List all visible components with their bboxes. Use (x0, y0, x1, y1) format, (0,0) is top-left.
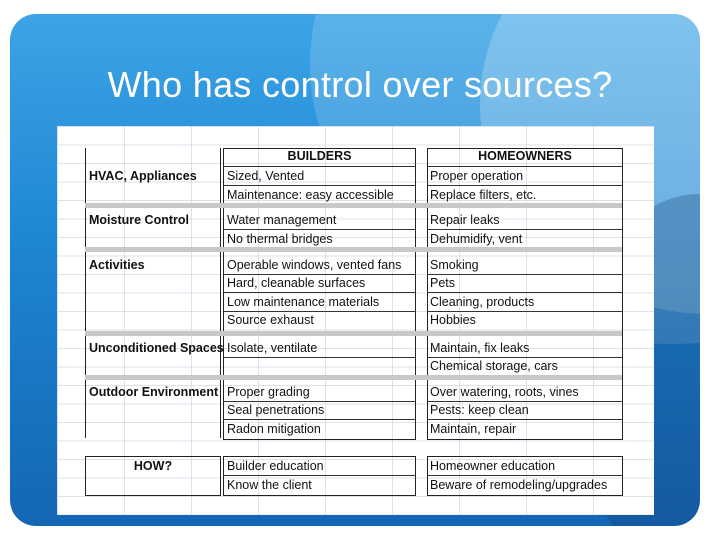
builders-cell: No thermal bridges (227, 232, 333, 246)
homeowners-cell: Maintain, fix leaks (430, 341, 530, 355)
row-divider (223, 357, 416, 358)
homeowners-cell: Repair leaks (430, 213, 500, 227)
builders-cell: Builder education (227, 459, 324, 473)
row-divider (223, 274, 416, 275)
homeowners-cell: Cleaning, products (430, 295, 535, 309)
row-divider (427, 419, 623, 420)
row-divider (223, 475, 416, 476)
category-label: HOW? (133, 459, 173, 473)
homeowners-cell: Hobbies (430, 313, 476, 327)
builders-cell: Know the client (227, 478, 312, 492)
homeowners-cell: Pets (430, 276, 456, 290)
row-divider (427, 292, 623, 293)
homeowners-cell: Dehumidify, vent (430, 232, 523, 246)
row-divider (223, 292, 416, 293)
row-divider (427, 274, 623, 275)
category-label: Unconditioned Spaces (89, 341, 224, 355)
row-divider (223, 229, 416, 230)
builders-cell: Isolate, ventilate (227, 341, 318, 355)
homeowners-cell: Beware of remodeling/upgrades (430, 478, 608, 492)
homeowners-cell: Over watering, roots, vines (430, 385, 579, 399)
homeowners-cell: Replace filters, etc. (430, 188, 537, 202)
row-divider (427, 401, 623, 402)
row-divider (223, 311, 416, 312)
homeowners-cell: Homeowner education (430, 459, 556, 473)
builders-cell: Seal penetrations (227, 403, 325, 417)
row-divider (427, 166, 623, 167)
builders-cell: Source exhaust (227, 313, 314, 327)
group-spacer (85, 247, 622, 252)
row-divider (223, 166, 416, 167)
row-divider (427, 475, 623, 476)
homeowners-cell: Maintain, repair (430, 422, 517, 436)
row-divider (223, 419, 416, 420)
builders-cell: Low maintenance materials (227, 295, 380, 309)
builders-cell: Operable windows, vented fans (227, 258, 402, 272)
builders-cell: Water management (227, 213, 337, 227)
builders-header: BUILDERS (287, 149, 352, 163)
homeowners-cell: Proper operation (430, 169, 524, 183)
homeowners-cell: Pests: keep clean (430, 403, 529, 417)
category-label: Activities (89, 258, 145, 272)
builders-cell: Radon mitigation (227, 422, 321, 436)
builders-cell: Hard, cleanable surfaces (227, 276, 366, 290)
group-spacer (85, 375, 622, 380)
spreadsheet-table (57, 126, 654, 515)
row-divider (223, 185, 416, 186)
category-label: Moisture Control (89, 213, 189, 227)
homeowners-header: HOMEOWNERS (478, 149, 572, 163)
group-spacer (85, 331, 622, 336)
row-divider (427, 185, 623, 186)
row-divider (427, 311, 623, 312)
homeowners-cell: Chemical storage, cars (430, 359, 558, 373)
builders-cell: Sized, Vented (227, 169, 305, 183)
row-divider (427, 229, 623, 230)
homeowners-cell: Smoking (430, 258, 479, 272)
builders-cell: Proper grading (227, 385, 310, 399)
row-divider (427, 357, 623, 358)
category-label: HVAC, Appliances (89, 169, 197, 183)
builders-cell: Maintenance: easy accessible (227, 188, 394, 202)
slide-title: Who has control over sources? (107, 64, 613, 105)
category-label: Outdoor Environment (89, 385, 219, 399)
row-divider (223, 401, 416, 402)
